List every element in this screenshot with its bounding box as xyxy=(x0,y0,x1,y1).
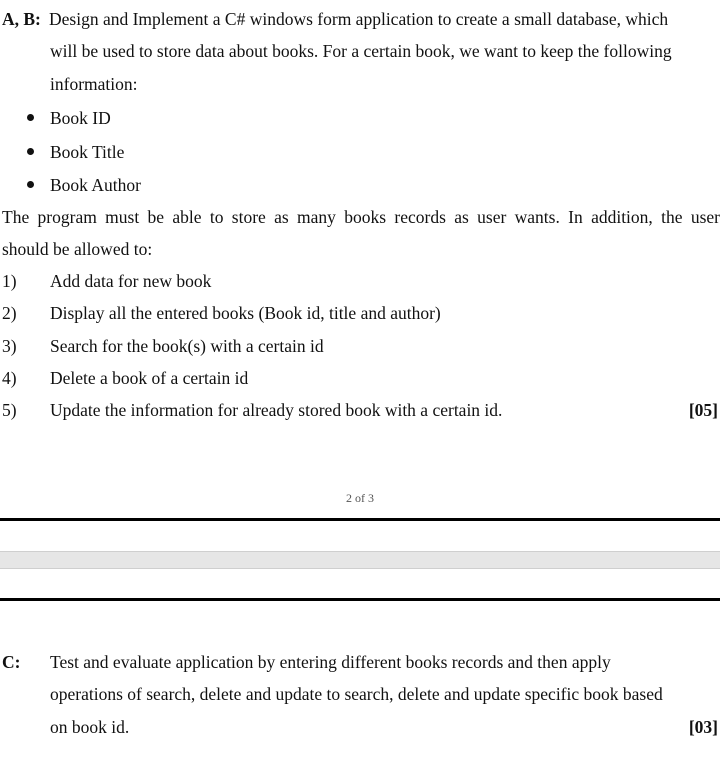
section-ab-line-3: information: xyxy=(50,74,138,94)
section-c-line-1: Test and evaluate application by entering different books records and then apply xyxy=(50,652,611,672)
marks-ab: [05] xyxy=(688,400,718,420)
list-number: 3) xyxy=(2,336,17,356)
bullet-dot-icon xyxy=(27,114,34,121)
section-c-line-3: on book id. xyxy=(50,717,130,737)
page-bottom-rule xyxy=(0,518,720,521)
page-top-rule xyxy=(0,598,720,601)
list-number: 1) xyxy=(2,271,17,291)
section-c-line-2: operations of search, delete and update to search, delete and update specific book based xyxy=(50,684,663,704)
paragraph-line-1: The program must be able to store as many books records as user wants. In addition, the user xyxy=(2,207,720,227)
bullet-dot-icon xyxy=(27,181,34,188)
bullet-dot-icon xyxy=(27,148,34,155)
list-number: 2) xyxy=(2,303,17,323)
bullet-item-book-title: Book Title xyxy=(50,142,125,162)
list-item-search-book: Search for the book(s) with a certain id xyxy=(50,336,324,356)
section-ab-line-2: will be used to store data about books. For a certain book, we want to keep the following xyxy=(50,41,672,61)
paragraph-line-2: should be allowed to: xyxy=(2,239,153,259)
section-ab-line-1: Design and Implement a C# windows form application to create a small database, which xyxy=(49,9,669,29)
page-separator xyxy=(0,551,720,569)
section-ab-label: A, B: xyxy=(2,9,41,29)
list-item-update-book: Update the information for already stored book with a certain id. xyxy=(50,400,503,420)
bullet-item-book-author: Book Author xyxy=(50,175,141,195)
list-item-display-books: Display all the entered books (Book id, title and author) xyxy=(50,303,441,323)
section-c-label: C: xyxy=(2,652,21,672)
list-item-delete-book: Delete a book of a certain id xyxy=(50,368,249,388)
list-number: 4) xyxy=(2,368,17,388)
list-number: 5) xyxy=(2,400,17,420)
bullet-item-book-id: Book ID xyxy=(50,108,111,128)
page-number: 2 of 3 xyxy=(346,491,374,505)
list-item-add-book: Add data for new book xyxy=(50,271,212,291)
marks-c: [03] xyxy=(688,717,718,737)
